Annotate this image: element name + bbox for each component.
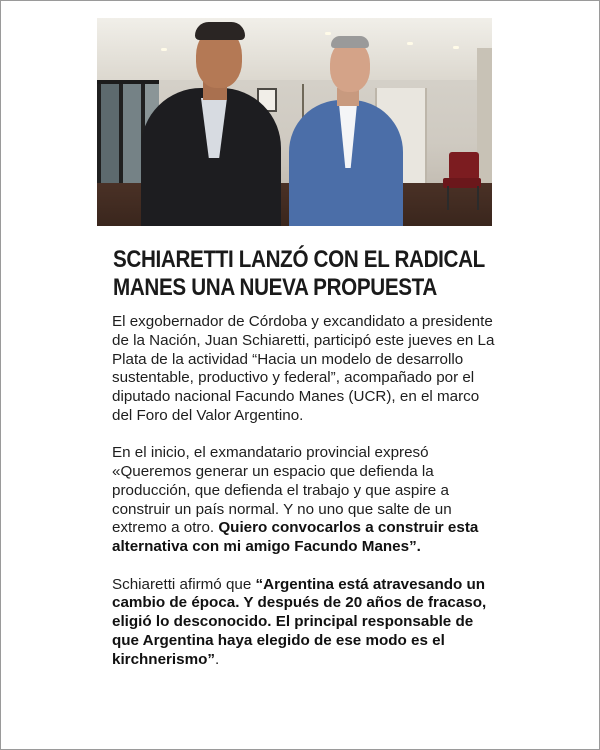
paragraph-3-bold: “Argentina está atravesando un cambio de época. Y después de 20 años de fracaso, eligió lo desconocido. El principal responsable de que Argentina haya elegido de ese modo es el kirchnerismo” [112,575,487,668]
ceiling-light [453,46,459,49]
photo-chair-leg [477,186,479,210]
ceiling-light [407,42,413,45]
headline-line-2: MANES UNA NUEVA PROPUESTA [113,274,437,301]
paragraph-2-text: En el inicio, el exmandatario provincial expresó «Queremos generar un espacio que defienda la producción, que defienda el trabajo y que aspire a construir un país normal. Y no uno que salte de un extremo a otro. [112,444,452,537]
headline-line-1: SCHIARETTI LANZÓ CON EL RADICAL [113,246,485,273]
paragraph-2-bold: Quiero convocarlos a construir esta alternativa con mi amigo Facundo Manes”. [112,519,479,556]
paragraph-2 [112,444,498,557]
paragraph-3 [112,576,498,670]
paragraph-3-text: Schiaretti afirmó que [112,575,256,593]
article-body [112,313,498,688]
photo-window-rail [97,80,159,84]
man-left-hair [195,22,245,40]
man-right-hair [331,36,369,48]
photo-chair-leg [447,186,449,210]
photo-chair-back [449,152,479,180]
photo-ceiling [97,18,492,80]
paragraph-1: El exgobernador de Córdoba y excandidato a presidente de la Nación, Juan Schiaretti, participó este jueves en La Plata de la actividad “Hacia un modelo de desarrollo sustentable, productivo y federal”, acompañado por el diputado nacional Facundo Manes (UCR), en el marco del Foro del Valor Argentino. [112,313,495,424]
article-headline [113,246,485,302]
ceiling-light [161,48,167,51]
article-photo [97,18,492,226]
paragraph-3-end: . [214,650,220,668]
ceiling-light [325,32,331,35]
